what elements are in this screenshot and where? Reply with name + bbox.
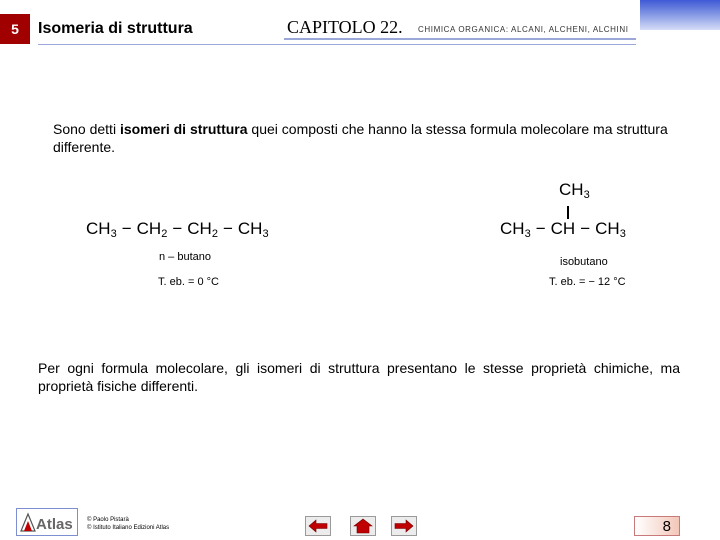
slide-number-badge: 5 [0,14,30,44]
intro-term-bold: isomeri di struttura [119,121,248,137]
page-number: 8 [634,516,680,536]
isobutane-boiling-point: T. eb. = − 12 °C [549,276,626,288]
n-butane-name: n – butano [159,251,211,263]
isobutane-vertical-bond [567,206,569,219]
intro-text-start: Sono detti [53,121,120,137]
intro-paragraph [53,120,703,156]
chapter-subtitle: CHIMICA ORGANICA: ALCANI, ALCHENI, ALCHINI [418,25,629,34]
chapter-title: CAPITOLO 22. [287,17,403,37]
previous-slide-button[interactable] [305,516,331,536]
atlas-logo [16,508,78,536]
home-icon [353,518,373,534]
arrow-right-icon [394,519,414,533]
isobutane-name: isobutano [560,256,608,268]
credits [87,516,169,532]
credit-publisher: © Istituto Italiano Edizioni Atlas [87,525,170,531]
isobutane-methyl-group: $CH_3$ [559,180,590,201]
header-rule-long [38,44,636,45]
intro-text-end: quei composti che hanno la stessa formula molecolare ma struttura differente. [53,121,668,155]
header-rule [284,38,636,40]
slide-title: Isomeria di struttura [38,20,193,37]
arrow-left-icon [308,519,328,533]
n-butane-formula: $CH_3 - CH_2 - CH_2 - CH_3$ [86,219,269,240]
isobutane-formula: $CH_3$ − CH − $CH_3$ [500,219,626,240]
credit-author: © Paolo Pistarà [87,517,129,523]
n-butane-boiling-point: T. eb. = 0 °C [158,276,219,288]
corner-decoration [640,0,720,30]
atlas-logo-icon [19,511,75,533]
svg-text:Atlas: Atlas [36,516,73,533]
home-button[interactable] [350,516,376,536]
next-slide-button[interactable] [391,516,417,536]
conclusion-paragraph: Per ogni formula molecolare, gli isomeri di struttura presentano le stesse proprietà chimiche, ma proprietà fisiche differenti. [38,360,680,394]
